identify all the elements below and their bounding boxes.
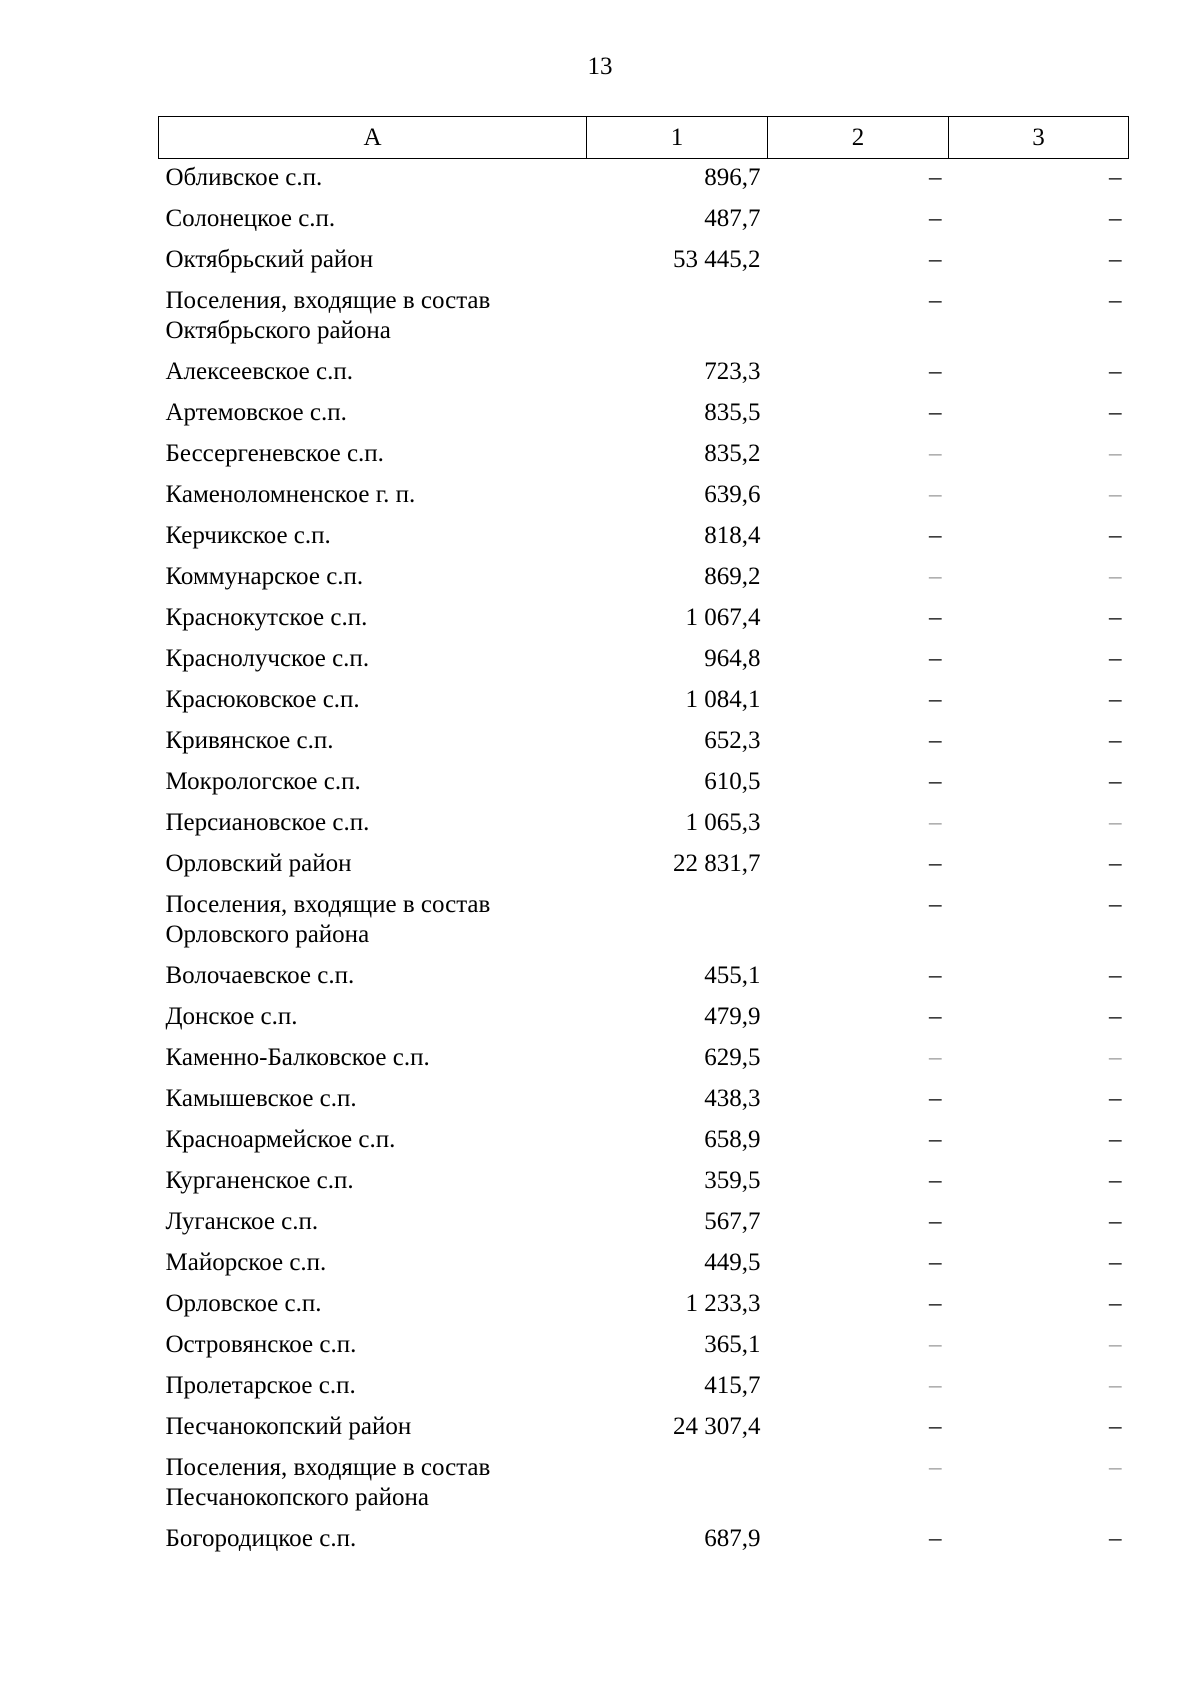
value-col-2-cell: –	[929, 1290, 942, 1317]
value-col-1-cell: 22 831,7	[673, 850, 761, 877]
settlement-name-cell: Октябрьский район	[165, 246, 374, 273]
value-col-1-cell: 658,9	[704, 1126, 761, 1153]
settlement-name-cell: Керчикское с.п.	[165, 522, 331, 549]
value-col-1-cell: 455,1	[704, 962, 761, 989]
value-col-3-cell: –	[1109, 645, 1122, 672]
value-col-3-cell: –	[1109, 1126, 1122, 1153]
value-col-1-cell: 896,7	[704, 164, 761, 191]
value-col-2-cell: –	[929, 809, 942, 836]
value-col-1-cell: 359,5	[704, 1167, 761, 1194]
value-col-2-cell: –	[929, 563, 942, 590]
value-col-1-cell: 415,7	[704, 1372, 761, 1399]
value-col-2-cell: –	[929, 1208, 942, 1235]
value-col-1-cell: 1 233,3	[685, 1290, 761, 1317]
value-col-2-cell: –	[929, 164, 942, 191]
value-col-3-cell: –	[1109, 1208, 1122, 1235]
value-col-3-cell: –	[1109, 1525, 1122, 1552]
value-col-2-cell: –	[929, 1003, 942, 1030]
value-col-2-cell: –	[929, 1413, 942, 1440]
table-row	[159, 1125, 1129, 1166]
table-row	[159, 159, 1129, 205]
settlement-name-cell: Красюковское с.п.	[165, 686, 360, 713]
value-col-1-cell: 639,6	[704, 481, 761, 508]
value-col-3-cell: –	[1109, 399, 1122, 426]
value-col-1-cell: 365,1	[704, 1331, 761, 1358]
table-row	[159, 245, 1129, 286]
settlement-name-cell: Солонецкое с.п.	[165, 205, 336, 232]
value-col-3-cell: –	[1109, 809, 1122, 836]
value-col-3-cell: –	[1109, 1413, 1122, 1440]
table-row	[159, 1002, 1129, 1043]
settlement-name-cell: Пролетарское с.п.	[165, 1372, 356, 1399]
table-row	[159, 1524, 1129, 1565]
settlement-name-cell: Каменно-Балковское с.п.	[165, 1044, 430, 1071]
value-col-2-cell: –	[929, 1044, 942, 1071]
table-row	[159, 1453, 1129, 1524]
value-col-1-cell: 487,7	[704, 205, 761, 232]
value-col-1-cell: 629,5	[704, 1044, 761, 1071]
value-col-2-cell: –	[929, 891, 942, 918]
column-header-1: 1	[587, 117, 768, 159]
value-col-1-cell: 687,9	[704, 1525, 761, 1552]
value-col-1-cell: 53 445,2	[673, 246, 761, 273]
settlement-name-cell: Луганское с.п.	[165, 1208, 319, 1235]
value-col-3-cell: –	[1109, 604, 1122, 631]
value-col-1-cell: 1 084,1	[685, 686, 761, 713]
value-col-2-cell: –	[929, 645, 942, 672]
settlement-name-cell: Коммунарское с.п.	[165, 563, 364, 590]
settlement-name-cell: Обливское с.п.	[165, 164, 323, 191]
value-col-3-cell: –	[1109, 440, 1122, 467]
value-col-3-cell: –	[1109, 962, 1122, 989]
value-col-3-cell: –	[1109, 1331, 1122, 1358]
data-table-container	[158, 116, 1128, 1565]
table-row	[159, 1412, 1129, 1453]
value-col-3-cell: –	[1109, 727, 1122, 754]
value-col-3-cell: –	[1109, 287, 1122, 314]
table-row	[159, 357, 1129, 398]
settlement-name-cell: Островянское с.п.	[165, 1331, 357, 1358]
value-col-3-cell: –	[1109, 1003, 1122, 1030]
value-col-2-cell: –	[929, 399, 942, 426]
settlement-name-cell: Волочаевское с.п.	[165, 962, 355, 989]
table-row	[159, 1084, 1129, 1125]
table-row	[159, 1207, 1129, 1248]
value-col-3-cell: –	[1109, 563, 1122, 590]
value-col-2-cell: –	[929, 962, 942, 989]
value-col-2-cell: –	[929, 1372, 942, 1399]
table-row	[159, 726, 1129, 767]
value-col-2-cell: –	[929, 727, 942, 754]
settlement-name-cell: Богородицкое с.п.	[165, 1525, 357, 1552]
value-col-3-cell: –	[1109, 522, 1122, 549]
settlement-name-cell: Песчанокопский район	[165, 1413, 412, 1440]
value-col-1-cell: 479,9	[704, 1003, 761, 1030]
settlement-name-cell: Красноармейское с.п.	[165, 1126, 396, 1153]
value-col-1-cell: 652,3	[704, 727, 761, 754]
table-row	[159, 603, 1129, 644]
column-header-3: 3	[949, 117, 1129, 159]
value-col-2-cell: –	[929, 1085, 942, 1112]
table-row	[159, 890, 1129, 961]
table-row	[159, 767, 1129, 808]
value-col-3-cell: –	[1109, 164, 1122, 191]
table-header-row	[159, 117, 1129, 159]
value-col-3-cell: –	[1109, 850, 1122, 877]
value-col-3-cell: –	[1109, 891, 1122, 918]
settlement-name-cell: Камышевское с.п.	[165, 1085, 357, 1112]
value-col-2-cell: –	[929, 246, 942, 273]
settlement-name-cell: Краснолучское с.п.	[165, 645, 370, 672]
value-col-3-cell: –	[1109, 1454, 1122, 1481]
settlement-name-cell: Курганенское с.п.	[165, 1167, 354, 1194]
table-row	[159, 685, 1129, 726]
value-col-3-cell: –	[1109, 358, 1122, 385]
value-col-2-cell: –	[929, 1126, 942, 1153]
value-col-3-cell: –	[1109, 1249, 1122, 1276]
settlement-name-cell: Майорское с.п.	[165, 1249, 327, 1276]
table-row	[159, 961, 1129, 1002]
value-col-1-cell: 964,8	[704, 645, 761, 672]
settlement-name-cell: Краснокутское с.п.	[165, 604, 368, 631]
value-col-1-cell: 567,7	[704, 1208, 761, 1235]
settlement-name-cell: Алексеевское с.п.	[165, 358, 353, 385]
value-col-3-cell: –	[1109, 686, 1122, 713]
column-header-2: 2	[768, 117, 949, 159]
value-col-2-cell: –	[929, 287, 942, 314]
value-col-1-cell: 818,4	[704, 522, 761, 549]
value-col-1-cell: 1 065,3	[685, 809, 761, 836]
table-row	[159, 480, 1129, 521]
value-col-2-cell: –	[929, 1454, 942, 1481]
value-col-3-cell: –	[1109, 1290, 1122, 1317]
page-number: 13	[587, 53, 613, 80]
table-row	[159, 439, 1129, 480]
value-col-1-cell: 610,5	[704, 768, 761, 795]
value-col-1-cell: 723,3	[704, 358, 761, 385]
value-col-2-cell: –	[929, 1249, 942, 1276]
value-col-2-cell: –	[929, 1525, 942, 1552]
table-row	[159, 1166, 1129, 1207]
value-col-2-cell: –	[929, 440, 942, 467]
table-row	[159, 644, 1129, 685]
settlement-name-cell: Каменоломненское г. п.	[165, 481, 416, 508]
settlement-name-cell: Бессергеневское с.п.	[165, 440, 384, 467]
table-row	[159, 1330, 1129, 1371]
settlement-name-cell: Донское с.п.	[165, 1003, 298, 1030]
column-header-a: А	[159, 117, 587, 159]
value-col-3-cell: –	[1109, 1372, 1122, 1399]
value-col-1-cell: 449,5	[704, 1249, 761, 1276]
table-row	[159, 1043, 1129, 1084]
table-row	[159, 398, 1129, 439]
value-col-1-cell: 438,3	[704, 1085, 761, 1112]
value-col-2-cell: –	[929, 1167, 942, 1194]
value-col-3-cell: –	[1109, 205, 1122, 232]
table-row	[159, 562, 1129, 603]
value-col-1-cell: 869,2	[704, 563, 761, 590]
table-row	[159, 1289, 1129, 1330]
value-col-3-cell: –	[1109, 768, 1122, 795]
settlement-name-cell: Персиановское с.п.	[165, 809, 370, 836]
value-col-1-cell: 835,5	[704, 399, 761, 426]
data-table	[158, 116, 1129, 1565]
value-col-1-cell	[587, 890, 768, 961]
table-row	[159, 808, 1129, 849]
settlement-name-cell: Кривянское с.п.	[165, 727, 334, 754]
value-col-1-cell	[587, 286, 768, 357]
value-col-1-cell: 24 307,4	[673, 1413, 761, 1440]
value-col-3-cell: –	[1109, 1044, 1122, 1071]
table-row	[159, 286, 1129, 357]
value-col-1-cell: 835,2	[704, 440, 761, 467]
table-row	[159, 204, 1129, 245]
settlement-name-cell: Поселения, входящие в состав Орловского района	[165, 891, 491, 948]
value-col-1-cell: 1 067,4	[685, 604, 761, 631]
table-body	[159, 159, 1129, 1566]
settlement-name-cell: Поселения, входящие в состав Песчанокопского района	[165, 1454, 491, 1511]
settlement-name-cell: Орловское с.п.	[165, 1290, 322, 1317]
table-row	[159, 521, 1129, 562]
value-col-3-cell: –	[1109, 1085, 1122, 1112]
table-row	[159, 849, 1129, 890]
settlement-name-cell: Поселения, входящие в состав Октябрьского района	[165, 287, 491, 344]
value-col-2-cell: –	[929, 205, 942, 232]
value-col-2-cell: –	[929, 604, 942, 631]
value-col-2-cell: –	[929, 768, 942, 795]
value-col-2-cell: –	[929, 358, 942, 385]
settlement-name-cell: Орловский район	[165, 850, 352, 877]
settlement-name-cell: Мокрологское с.п.	[165, 768, 361, 795]
value-col-3-cell: –	[1109, 1167, 1122, 1194]
value-col-2-cell: –	[929, 686, 942, 713]
value-col-1-cell	[587, 1453, 768, 1524]
value-col-3-cell: –	[1109, 246, 1122, 273]
table-row	[159, 1248, 1129, 1289]
value-col-2-cell: –	[929, 850, 942, 877]
value-col-3-cell: –	[1109, 481, 1122, 508]
settlement-name-cell: Артемовское с.п.	[165, 399, 347, 426]
value-col-2-cell: –	[929, 481, 942, 508]
value-col-2-cell: –	[929, 522, 942, 549]
table-row	[159, 1371, 1129, 1412]
value-col-2-cell: –	[929, 1331, 942, 1358]
